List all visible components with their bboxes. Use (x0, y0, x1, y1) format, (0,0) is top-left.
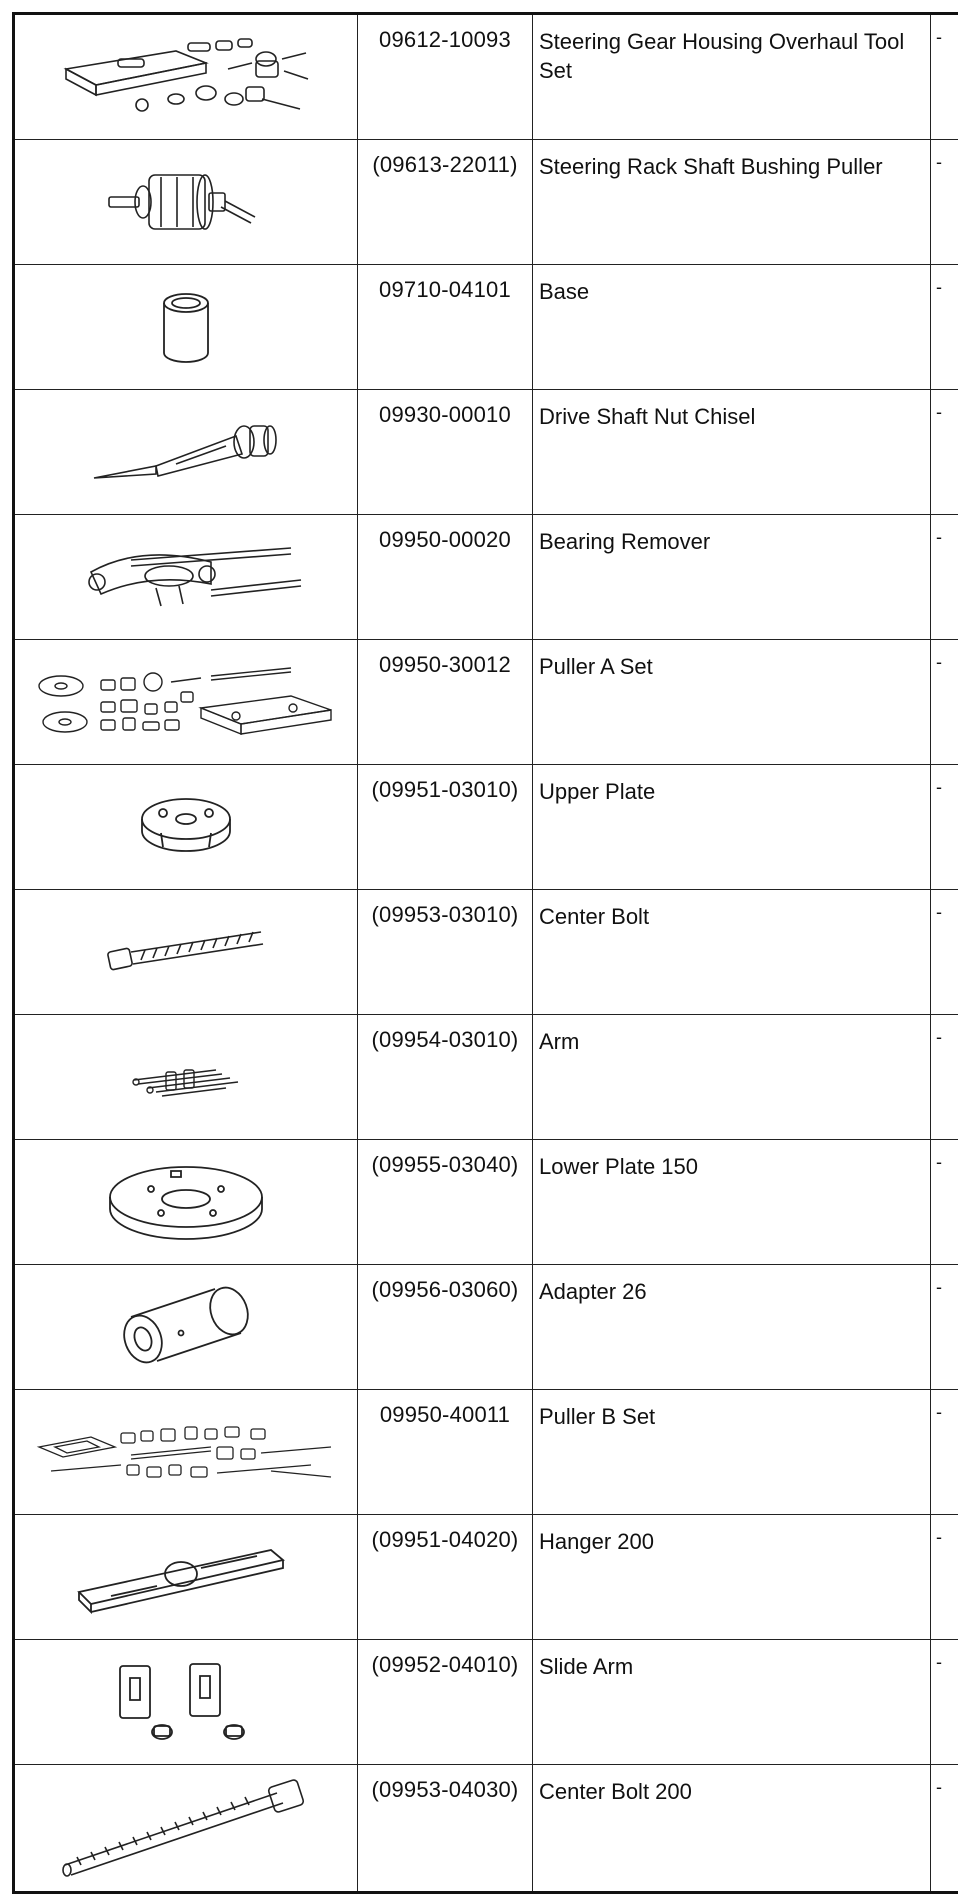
tool-name-cell (533, 14, 931, 140)
cylinder-base-icon (151, 287, 221, 367)
tool-name: Steering Rack Shaft Bushing Puller (533, 140, 930, 181)
tool-name-cell (533, 1765, 931, 1893)
table-row (14, 765, 958, 890)
note-value: - (931, 1140, 958, 1173)
tool-name: Slide Arm (533, 1640, 930, 1681)
tool-name-cell (533, 1265, 931, 1390)
tool-illustration-cell (14, 140, 358, 265)
table-row (14, 140, 958, 265)
note-cell (931, 1140, 958, 1265)
part-number: 09710-04101 (358, 265, 532, 303)
note-value: - (931, 140, 958, 173)
bearing-remover-icon (61, 532, 311, 622)
hanger-icon (71, 1532, 301, 1622)
tool-name-cell (533, 890, 931, 1015)
part-number: 09950-40011 (358, 1390, 532, 1428)
tool-name: Lower Plate 150 (533, 1140, 930, 1181)
part-number-cell (358, 890, 533, 1015)
chisel-icon (86, 412, 286, 492)
center-bolt-icon (101, 922, 271, 982)
puller-set-b-icon (31, 1407, 341, 1497)
note-cell (931, 1015, 958, 1140)
tool-name-cell (533, 1140, 931, 1265)
table-row (14, 1015, 958, 1140)
part-number-cell (358, 14, 533, 140)
tool-name: Puller B Set (533, 1390, 930, 1431)
part-number-cell (358, 390, 533, 515)
table-row (14, 890, 958, 1015)
part-number-cell (358, 640, 533, 765)
note-value: - (931, 1390, 958, 1423)
note-value: - (931, 1765, 958, 1798)
tool-name-cell (533, 1640, 931, 1765)
tool-illustration-cell (14, 14, 358, 140)
tool-illustration-cell (14, 1515, 358, 1640)
note-value: - (931, 515, 958, 548)
note-cell (931, 515, 958, 640)
tool-name-cell (533, 515, 931, 640)
table-row (14, 640, 958, 765)
note-value: - (931, 890, 958, 923)
part-number-cell (358, 1765, 533, 1893)
table-row (14, 1640, 958, 1765)
table-row (14, 390, 958, 515)
tool-name: Bearing Remover (533, 515, 930, 556)
adapter-icon (111, 1277, 261, 1377)
note-value: - (931, 1265, 958, 1298)
tool-name: Center Bolt (533, 890, 930, 931)
part-number-cell (358, 1515, 533, 1640)
tool-name: Center Bolt 200 (533, 1765, 930, 1806)
tool-illustration-cell (14, 765, 358, 890)
tool-illustration-cell (14, 1765, 358, 1893)
slide-arm-icon (106, 1652, 266, 1752)
upper-plate-icon (131, 787, 241, 867)
part-number: (09956-03060) (358, 1265, 532, 1303)
tool-name-cell (533, 1515, 931, 1640)
note-cell (931, 1265, 958, 1390)
note-cell (931, 765, 958, 890)
part-number-cell (358, 140, 533, 265)
tool-name: Steering Gear Housing Overhaul Tool Set (533, 15, 930, 85)
tool-name-cell (533, 265, 931, 390)
note-value: - (931, 1515, 958, 1548)
tool-illustration-cell (14, 890, 358, 1015)
note-value: - (931, 265, 958, 298)
tool-name-cell (533, 390, 931, 515)
note-value: - (931, 1640, 958, 1673)
tool-name: Arm (533, 1015, 930, 1056)
tool-name: Base (533, 265, 930, 306)
note-cell (931, 640, 958, 765)
part-number-cell (358, 765, 533, 890)
tool-illustration-cell (14, 515, 358, 640)
tool-name-cell (533, 640, 931, 765)
table-row (14, 1140, 958, 1265)
part-number: (09952-04010) (358, 1640, 532, 1678)
part-number-cell (358, 1265, 533, 1390)
note-cell (931, 265, 958, 390)
part-number-cell (358, 1015, 533, 1140)
note-cell (931, 390, 958, 515)
part-number: (09613-22011) (358, 140, 532, 178)
tool-name-cell (533, 1015, 931, 1140)
bushing-puller-icon (101, 157, 271, 247)
part-number: (09953-03010) (358, 890, 532, 928)
part-number: 09612-10093 (358, 15, 532, 53)
table-row (14, 1515, 958, 1640)
table-row (14, 1765, 958, 1893)
tool-set-case-icon (56, 29, 316, 125)
tool-name: Puller A Set (533, 640, 930, 681)
table-row (14, 515, 958, 640)
part-number: (09951-04020) (358, 1515, 532, 1553)
note-value: - (931, 1015, 958, 1048)
note-cell (931, 1515, 958, 1640)
table-row (14, 1265, 958, 1390)
note-value: - (931, 390, 958, 423)
table-row (14, 265, 958, 390)
note-value: - (931, 765, 958, 798)
part-number: (09951-03010) (358, 765, 532, 803)
tool-name: Hanger 200 (533, 1515, 930, 1556)
tool-name: Adapter 26 (533, 1265, 930, 1306)
part-number-cell (358, 515, 533, 640)
long-center-bolt-icon (51, 1773, 321, 1883)
note-cell (931, 14, 958, 140)
tool-name: Drive Shaft Nut Chisel (533, 390, 930, 431)
part-number: (09955-03040) (358, 1140, 532, 1178)
part-number-cell (358, 1390, 533, 1515)
note-value: - (931, 640, 958, 673)
note-cell (931, 1765, 958, 1893)
puller-set-a-icon (31, 652, 341, 752)
arms-icon (126, 1052, 246, 1102)
table-row (14, 14, 958, 140)
tool-illustration-cell (14, 1265, 358, 1390)
note-cell (931, 1390, 958, 1515)
part-number: 09950-30012 (358, 640, 532, 678)
part-number-cell (358, 265, 533, 390)
part-number: (09954-03010) (358, 1015, 532, 1053)
tool-name-cell (533, 1390, 931, 1515)
tool-illustration-cell (14, 640, 358, 765)
tool-name: Upper Plate (533, 765, 930, 806)
special-service-tools-table (12, 12, 958, 1894)
note-cell (931, 890, 958, 1015)
tool-name-cell (533, 765, 931, 890)
part-number: 09930-00010 (358, 390, 532, 428)
note-cell (931, 1640, 958, 1765)
tool-illustration-cell (14, 1640, 358, 1765)
part-number-cell (358, 1640, 533, 1765)
tool-illustration-cell (14, 265, 358, 390)
tool-illustration-cell (14, 1015, 358, 1140)
tool-illustration-cell (14, 390, 358, 515)
table-row (14, 1390, 958, 1515)
part-number: (09953-04030) (358, 1765, 532, 1803)
tool-illustration-cell (14, 1140, 358, 1265)
part-number-cell (358, 1140, 533, 1265)
lower-plate-icon (101, 1157, 271, 1247)
note-value: - (931, 15, 958, 48)
part-number: 09950-00020 (358, 515, 532, 553)
tool-illustration-cell (14, 1390, 358, 1515)
tool-name-cell (533, 140, 931, 265)
note-cell (931, 140, 958, 265)
